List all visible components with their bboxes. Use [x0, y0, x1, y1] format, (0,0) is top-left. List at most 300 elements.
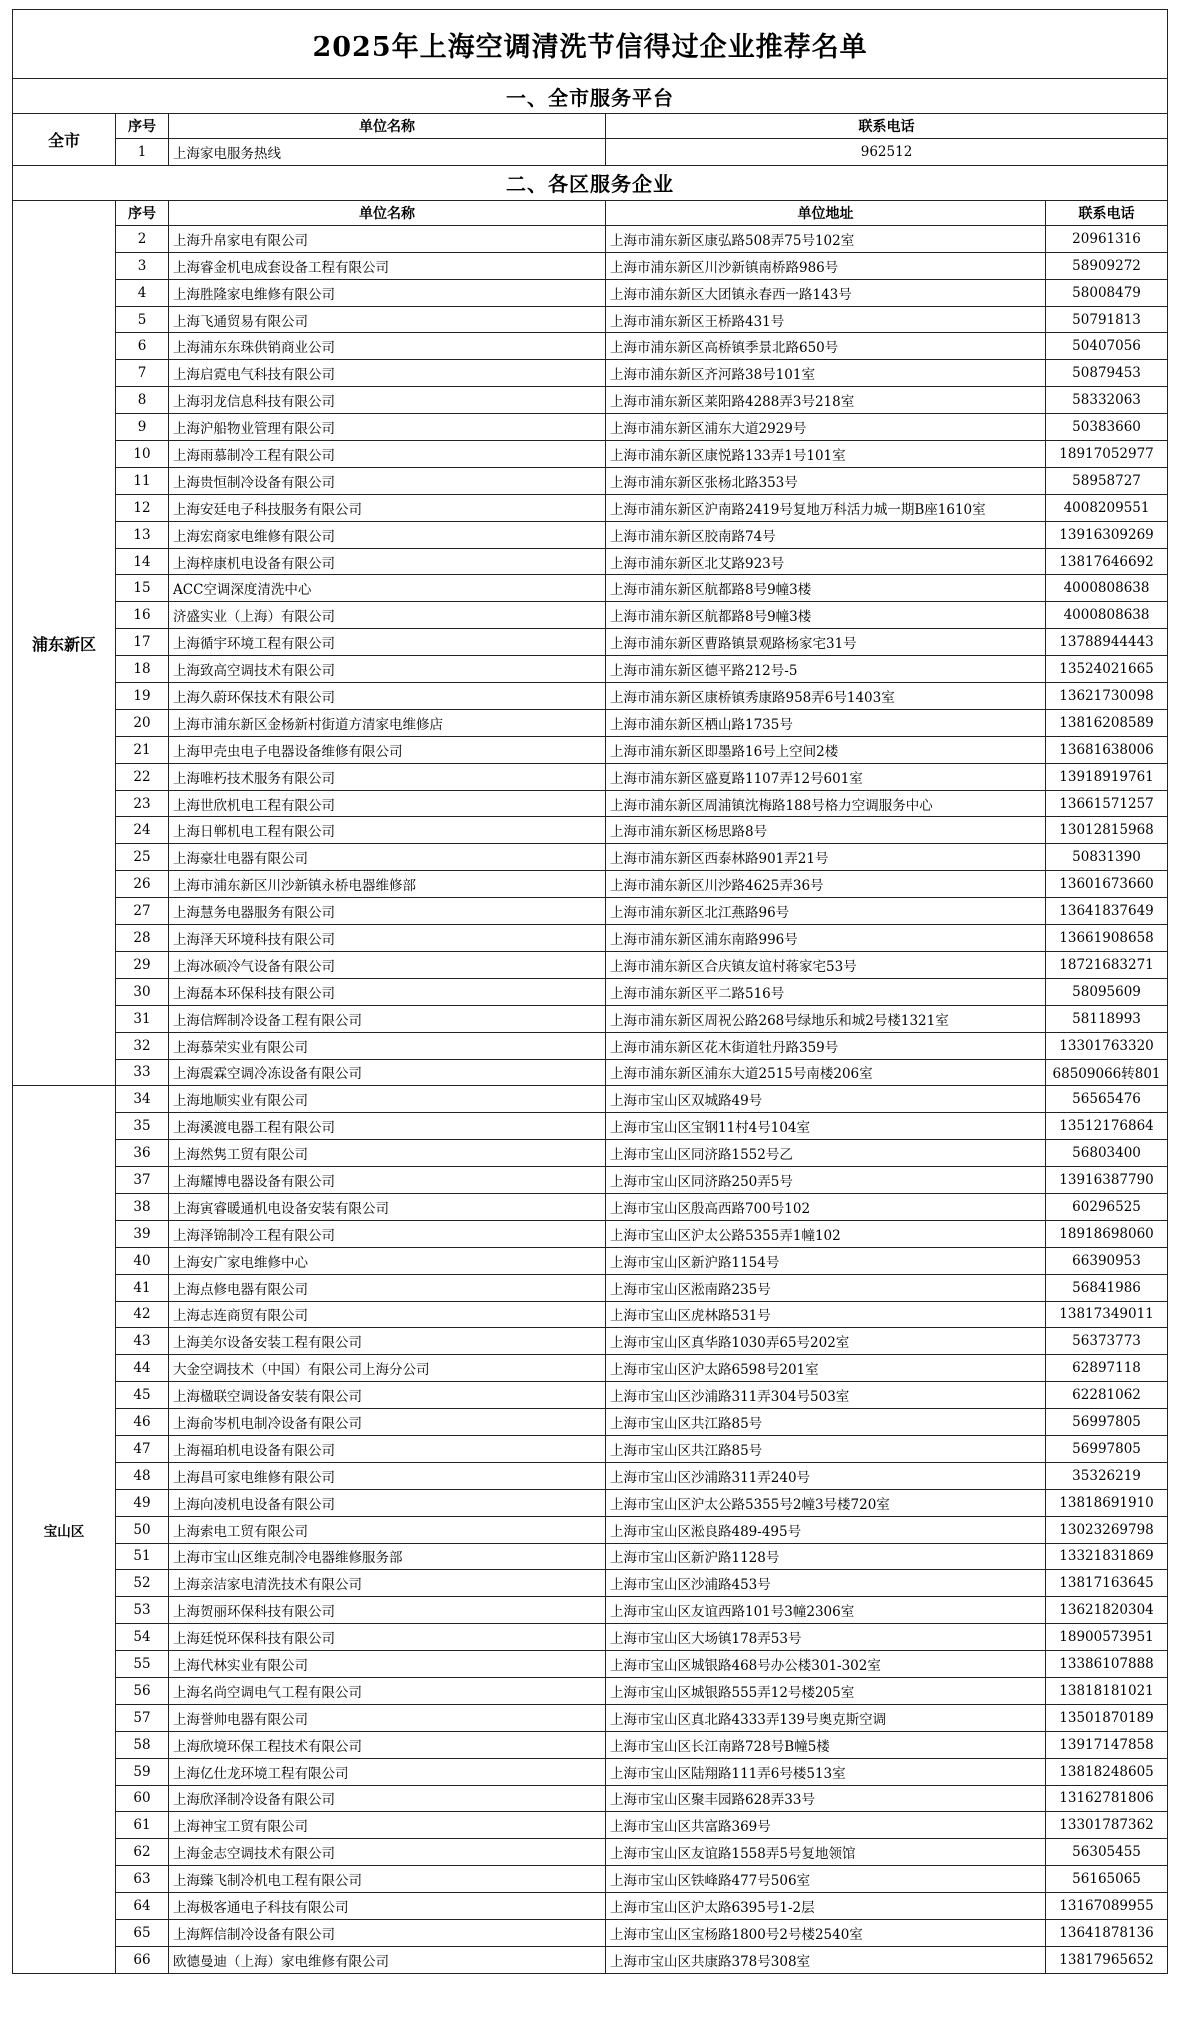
row-address: 上海市宝山区沙浦路311弄304号503室 [606, 1382, 1046, 1409]
row-address: 上海市宝山区新沪路1154号 [606, 1247, 1046, 1274]
row-name: 上海致高空调技术有限公司 [169, 656, 606, 683]
row-name: 上海雨慕制冷工程有限公司 [169, 441, 606, 468]
row-name: 上海臻飞制冷机电工程有限公司 [169, 1866, 606, 1893]
row-seq: 10 [116, 441, 169, 468]
row-phone: 50407056 [1046, 333, 1168, 360]
row-name: 上海日郸机电工程有限公司 [169, 817, 606, 844]
row-name: 上海索电工贸有限公司 [169, 1516, 606, 1543]
row-seq: 38 [116, 1193, 169, 1220]
row-seq: 1 [116, 139, 169, 166]
table-row [13, 1570, 1168, 1597]
row-address: 上海市浦东新区曹路镇景观路杨家宅31号 [606, 629, 1046, 656]
section1-heading-row [13, 79, 1168, 114]
table-row [13, 736, 1168, 763]
row-phone: 13601673660 [1046, 871, 1168, 898]
row-phone: 13621820304 [1046, 1597, 1168, 1624]
row-phone: 13501870189 [1046, 1704, 1168, 1731]
table-row [13, 1301, 1168, 1328]
row-name: 上海安广家电维修中心 [169, 1247, 606, 1274]
row-address: 上海市浦东新区德平路212号-5 [606, 656, 1046, 683]
row-phone: 962512 [606, 139, 1168, 166]
row-phone: 13817163645 [1046, 1570, 1168, 1597]
row-seq: 43 [116, 1328, 169, 1355]
row-address: 上海市宝山区友谊路1558弄5号复地领馆 [606, 1839, 1046, 1866]
row-phone: 13386107888 [1046, 1651, 1168, 1678]
row-name: 上海代林实业有限公司 [169, 1651, 606, 1678]
row-phone: 50791813 [1046, 306, 1168, 333]
table-row [13, 1624, 1168, 1651]
table-row [13, 1758, 1168, 1785]
seq-header: 序号 [116, 200, 169, 225]
row-seq: 50 [116, 1516, 169, 1543]
row-address: 上海市浦东新区浦东大道2515号南楼206室 [606, 1059, 1046, 1086]
row-seq: 28 [116, 925, 169, 952]
row-name: 上海慕荣实业有限公司 [169, 1032, 606, 1059]
row-name: 上海楹联空调设备安装有限公司 [169, 1382, 606, 1409]
section2-header-row [13, 200, 1168, 225]
table-row [13, 1382, 1168, 1409]
row-name: 上海久蔚环保技术有限公司 [169, 683, 606, 710]
row-phone: 13012815968 [1046, 817, 1168, 844]
table-row [13, 1328, 1168, 1355]
row-address: 上海市浦东新区浦东大道2929号 [606, 414, 1046, 441]
row-address: 上海市浦东新区胶南路74号 [606, 521, 1046, 548]
row-seq: 48 [116, 1462, 169, 1489]
row-address: 上海市浦东新区杨思路8号 [606, 817, 1046, 844]
table-row [13, 1220, 1168, 1247]
table-row [13, 1543, 1168, 1570]
row-seq: 21 [116, 736, 169, 763]
row-address: 上海市宝山区真北路4333弄139号奥克斯空调 [606, 1704, 1046, 1731]
row-name: 上海唯朽技术服务有限公司 [169, 763, 606, 790]
row-name: 上海循宇环境工程有限公司 [169, 629, 606, 656]
row-phone: 4000808638 [1046, 602, 1168, 629]
row-phone: 13817646692 [1046, 548, 1168, 575]
table-row [13, 1920, 1168, 1947]
row-address: 上海市宝山区沪太路6598号201室 [606, 1355, 1046, 1382]
row-phone: 60296525 [1046, 1193, 1168, 1220]
seq-header: 序号 [116, 114, 169, 139]
row-name: 上海俞岑机电制冷设备有限公司 [169, 1409, 606, 1436]
row-seq: 31 [116, 1005, 169, 1032]
row-name: 上海豪壮电器有限公司 [169, 844, 606, 871]
row-phone: 58008479 [1046, 279, 1168, 306]
row-phone: 13321831869 [1046, 1543, 1168, 1570]
row-address: 上海市浦东新区即墨路16号上空间2楼 [606, 736, 1046, 763]
row-seq: 64 [116, 1893, 169, 1920]
row-address: 上海市宝山区沪太路6395号1-2层 [606, 1893, 1046, 1920]
table-row [13, 521, 1168, 548]
row-address: 上海市浦东新区齐河路38号101室 [606, 360, 1046, 387]
table-row [13, 1140, 1168, 1167]
table-row [13, 790, 1168, 817]
table-row [13, 602, 1168, 629]
table-row [13, 1113, 1168, 1140]
table-row [13, 1839, 1168, 1866]
table-row [13, 575, 1168, 602]
table-row [13, 1812, 1168, 1839]
table-row [13, 360, 1168, 387]
row-name: 上海福珀机电设备有限公司 [169, 1435, 606, 1462]
document [12, 9, 1167, 1974]
row-name: 欧德曼迪（上海）家电维修有限公司 [169, 1946, 606, 1973]
row-phone: 56841986 [1046, 1274, 1168, 1301]
row-phone: 68509066转801 [1046, 1059, 1168, 1086]
row-seq: 17 [116, 629, 169, 656]
row-seq: 53 [116, 1597, 169, 1624]
row-phone: 20961316 [1046, 225, 1168, 252]
row-address: 上海市宝山区陆翔路111弄6号楼513室 [606, 1758, 1046, 1785]
row-name: 上海信辉制冷设备工程有限公司 [169, 1005, 606, 1032]
row-phone: 56997805 [1046, 1435, 1168, 1462]
row-phone: 35326219 [1046, 1462, 1168, 1489]
row-seq: 2 [116, 225, 169, 252]
row-seq: 23 [116, 790, 169, 817]
row-name: 上海市浦东新区川沙新镇永桥电器维修部 [169, 871, 606, 898]
section1-heading: 一、全市服务平台 [13, 79, 1168, 114]
row-phone: 50831390 [1046, 844, 1168, 871]
row-phone: 13661908658 [1046, 925, 1168, 952]
row-name: 上海亲洁家电清洗技术有限公司 [169, 1570, 606, 1597]
row-seq: 29 [116, 951, 169, 978]
row-seq: 42 [116, 1301, 169, 1328]
row-phone: 13524021665 [1046, 656, 1168, 683]
row-seq: 26 [116, 871, 169, 898]
table-row [13, 1785, 1168, 1812]
table-row [13, 1355, 1168, 1382]
row-address: 上海市宝山区淞南路235号 [606, 1274, 1046, 1301]
phone-header: 联系电话 [1046, 200, 1168, 225]
row-name: 上海向凌机电设备有限公司 [169, 1489, 606, 1516]
row-address: 上海市宝山区铁峰路477号506室 [606, 1866, 1046, 1893]
row-seq: 7 [116, 360, 169, 387]
section1-header-row [13, 114, 1168, 139]
row-name: 上海启霓电气科技有限公司 [169, 360, 606, 387]
row-address: 上海市浦东新区栖山路1735号 [606, 709, 1046, 736]
row-address: 上海市宝山区殷高西路700号102 [606, 1193, 1046, 1220]
table-row [13, 898, 1168, 925]
row-address: 上海市宝山区共江路85号 [606, 1435, 1046, 1462]
row-phone: 13301787362 [1046, 1812, 1168, 1839]
row-name: 上海神宝工贸有限公司 [169, 1812, 606, 1839]
row-address: 上海市浦东新区周浦镇沈梅路188号格力空调服务中心 [606, 790, 1046, 817]
row-address: 上海市宝山区同济路1552号乙 [606, 1140, 1046, 1167]
row-address: 上海市浦东新区康桥镇秀康路958弄6号1403室 [606, 683, 1046, 710]
row-name: 上海羽龙信息科技有限公司 [169, 387, 606, 414]
row-name: 上海誉帅电器有限公司 [169, 1704, 606, 1731]
row-phone: 62281062 [1046, 1382, 1168, 1409]
table-row [13, 333, 1168, 360]
row-phone: 58332063 [1046, 387, 1168, 414]
row-address: 上海市浦东新区川沙新镇南桥路986号 [606, 252, 1046, 279]
row-seq: 62 [116, 1839, 169, 1866]
row-address: 上海市宝山区共江路85号 [606, 1409, 1046, 1436]
row-phone: 13817349011 [1046, 1301, 1168, 1328]
district-label: 宝山区 [13, 1086, 116, 1973]
row-phone: 58909272 [1046, 252, 1168, 279]
section2-heading-row [13, 165, 1168, 200]
row-phone: 56305455 [1046, 1839, 1168, 1866]
row-phone: 13816208589 [1046, 709, 1168, 736]
table-row [13, 1866, 1168, 1893]
table-row [13, 1435, 1168, 1462]
row-phone: 13918919761 [1046, 763, 1168, 790]
title-row [13, 10, 1168, 79]
row-name: 上海泽锦制冷工程有限公司 [169, 1220, 606, 1247]
row-phone: 13641837649 [1046, 898, 1168, 925]
table-row [13, 817, 1168, 844]
table-row [13, 441, 1168, 468]
row-address: 上海市宝山区同济路250弄5号 [606, 1167, 1046, 1194]
row-phone: 13661571257 [1046, 790, 1168, 817]
row-phone: 13162781806 [1046, 1785, 1168, 1812]
row-address: 上海市浦东新区花木街道牡丹路359号 [606, 1032, 1046, 1059]
table-row [13, 1032, 1168, 1059]
row-name: 上海慧务电器服务有限公司 [169, 898, 606, 925]
recommendation-table [12, 9, 1168, 1974]
address-header: 单位地址 [606, 200, 1046, 225]
row-name: 上海名尚空调电气工程有限公司 [169, 1677, 606, 1704]
row-name: 上海家电服务热线 [169, 139, 606, 166]
row-name: 上海宏商家电维修有限公司 [169, 521, 606, 548]
name-header: 单位名称 [169, 114, 606, 139]
row-address: 上海市宝山区新沪路1128号 [606, 1543, 1046, 1570]
row-address: 上海市宝山区聚丰园路628弄33号 [606, 1785, 1046, 1812]
row-name: 上海安廷电子科技服务有限公司 [169, 494, 606, 521]
row-phone: 13818248605 [1046, 1758, 1168, 1785]
row-name: 上海美尔设备安装工程有限公司 [169, 1328, 606, 1355]
table-row [13, 1274, 1168, 1301]
row-name: 济盛实业（上海）有限公司 [169, 602, 606, 629]
table-row [13, 1086, 1168, 1113]
row-name: ACC空调深度清洗中心 [169, 575, 606, 602]
row-seq: 27 [116, 898, 169, 925]
district-label: 浦东新区 [13, 200, 116, 1086]
table-row [13, 1651, 1168, 1678]
table-row [13, 1462, 1168, 1489]
table-row [13, 1516, 1168, 1543]
row-phone: 13621730098 [1046, 683, 1168, 710]
row-name: 上海耀博电器设备有限公司 [169, 1167, 606, 1194]
row-name: 上海欣泽制冷设备有限公司 [169, 1785, 606, 1812]
table-row [13, 494, 1168, 521]
row-name: 上海点修电器有限公司 [169, 1274, 606, 1301]
row-name: 上海廷悦环保科技有限公司 [169, 1624, 606, 1651]
row-seq: 52 [116, 1570, 169, 1597]
row-name: 上海寅睿暖通机电设备安装有限公司 [169, 1193, 606, 1220]
row-phone: 18900573951 [1046, 1624, 1168, 1651]
row-seq: 24 [116, 817, 169, 844]
table-row [13, 225, 1168, 252]
row-seq: 51 [116, 1543, 169, 1570]
row-seq: 65 [116, 1920, 169, 1947]
row-name: 上海昌可家电维修有限公司 [169, 1462, 606, 1489]
row-seq: 44 [116, 1355, 169, 1382]
row-address: 上海市浦东新区平二路516号 [606, 978, 1046, 1005]
row-seq: 12 [116, 494, 169, 521]
row-seq: 8 [116, 387, 169, 414]
row-name: 上海志连商贸有限公司 [169, 1301, 606, 1328]
row-phone: 4008209551 [1046, 494, 1168, 521]
table-row [13, 629, 1168, 656]
row-name: 上海升帛家电有限公司 [169, 225, 606, 252]
phone-header: 联系电话 [606, 114, 1168, 139]
row-name: 上海极客通电子科技有限公司 [169, 1893, 606, 1920]
row-seq: 47 [116, 1435, 169, 1462]
row-address: 上海市浦东新区高桥镇季景北路650号 [606, 333, 1046, 360]
table-row [13, 1893, 1168, 1920]
row-phone: 13917147858 [1046, 1731, 1168, 1758]
table-row [13, 1677, 1168, 1704]
row-name: 大金空调技术（中国）有限公司上海分公司 [169, 1355, 606, 1382]
row-phone: 56997805 [1046, 1409, 1168, 1436]
row-seq: 14 [116, 548, 169, 575]
row-phone: 66390953 [1046, 1247, 1168, 1274]
row-address: 上海市浦东新区航都路8号9幢3楼 [606, 575, 1046, 602]
row-name: 上海贵恒制冷设备有限公司 [169, 467, 606, 494]
table-row [13, 709, 1168, 736]
row-seq: 37 [116, 1167, 169, 1194]
row-address: 上海市浦东新区莱阳路4288弄3号218室 [606, 387, 1046, 414]
row-seq: 22 [116, 763, 169, 790]
row-name: 上海然隽工贸有限公司 [169, 1140, 606, 1167]
row-seq: 61 [116, 1812, 169, 1839]
row-address: 上海市浦东新区盛夏路1107弄12号601室 [606, 763, 1046, 790]
table-row [13, 252, 1168, 279]
row-phone: 50383660 [1046, 414, 1168, 441]
table-row [13, 763, 1168, 790]
row-seq: 32 [116, 1032, 169, 1059]
row-name: 上海甲壳虫电子电器设备维修有限公司 [169, 736, 606, 763]
row-seq: 40 [116, 1247, 169, 1274]
row-address: 上海市浦东新区北艾路923号 [606, 548, 1046, 575]
table-row [13, 1731, 1168, 1758]
table-row [13, 1409, 1168, 1436]
row-seq: 45 [116, 1382, 169, 1409]
row-phone: 13817965652 [1046, 1946, 1168, 1973]
row-name: 上海震霖空调冷冻设备有限公司 [169, 1059, 606, 1086]
table-row [13, 387, 1168, 414]
row-address: 上海市浦东新区西泰林路901弄21号 [606, 844, 1046, 871]
row-address: 上海市浦东新区周祝公路268号绿地乐和城2号楼1321室 [606, 1005, 1046, 1032]
row-seq: 54 [116, 1624, 169, 1651]
table-row [13, 548, 1168, 575]
row-address: 上海市浦东新区沪南路2419号复地万科活力城一期B座1610室 [606, 494, 1046, 521]
row-name: 上海泽天环境科技有限公司 [169, 925, 606, 952]
table-row [13, 844, 1168, 871]
table-row [13, 978, 1168, 1005]
row-seq: 4 [116, 279, 169, 306]
table-row [13, 1059, 1168, 1086]
row-address: 上海市宝山区城银路468号办公楼301-302室 [606, 1651, 1046, 1678]
row-address: 上海市浦东新区康弘路508弄75号102室 [606, 225, 1046, 252]
row-address: 上海市宝山区大场镇178弄53号 [606, 1624, 1046, 1651]
table-row [13, 279, 1168, 306]
row-address: 上海市宝山区淞良路489-495号 [606, 1516, 1046, 1543]
row-seq: 20 [116, 709, 169, 736]
row-name: 上海磊本环保科技有限公司 [169, 978, 606, 1005]
row-phone: 58118993 [1046, 1005, 1168, 1032]
row-phone: 13818691910 [1046, 1489, 1168, 1516]
row-address: 上海市宝山区虎林路531号 [606, 1301, 1046, 1328]
row-phone: 4000808638 [1046, 575, 1168, 602]
name-header: 单位名称 [169, 200, 606, 225]
row-phone: 18918698060 [1046, 1220, 1168, 1247]
row-seq: 60 [116, 1785, 169, 1812]
row-seq: 56 [116, 1677, 169, 1704]
row-seq: 63 [116, 1866, 169, 1893]
row-seq: 36 [116, 1140, 169, 1167]
row-name: 上海市浦东新区金杨新村街道方清家电维修店 [169, 709, 606, 736]
row-name: 上海沪船物业管理有限公司 [169, 414, 606, 441]
row-address: 上海市宝山区城银路555弄12号楼205室 [606, 1677, 1046, 1704]
table-row [13, 139, 1168, 166]
row-name: 上海辉信制冷设备有限公司 [169, 1920, 606, 1947]
row-address: 上海市宝山区双城路49号 [606, 1086, 1046, 1113]
row-seq: 33 [116, 1059, 169, 1086]
row-address: 上海市宝山区宝杨路1800号2号楼2540室 [606, 1920, 1046, 1947]
table-row [13, 467, 1168, 494]
row-name: 上海胜隆家电维修有限公司 [169, 279, 606, 306]
row-address: 上海市浦东新区张杨北路353号 [606, 467, 1046, 494]
row-address: 上海市宝山区沙浦路453号 [606, 1570, 1046, 1597]
row-name: 上海溪渡电器工程有限公司 [169, 1113, 606, 1140]
row-seq: 57 [116, 1704, 169, 1731]
table-row [13, 683, 1168, 710]
row-seq: 18 [116, 656, 169, 683]
row-seq: 3 [116, 252, 169, 279]
row-address: 上海市宝山区沪太公路5355号2幢3号楼720室 [606, 1489, 1046, 1516]
row-phone: 13788944443 [1046, 629, 1168, 656]
row-seq: 46 [116, 1409, 169, 1436]
row-seq: 58 [116, 1731, 169, 1758]
row-seq: 6 [116, 333, 169, 360]
row-seq: 16 [116, 602, 169, 629]
row-phone: 56165065 [1046, 1866, 1168, 1893]
row-seq: 19 [116, 683, 169, 710]
row-phone: 13167089955 [1046, 1893, 1168, 1920]
row-phone: 13023269798 [1046, 1516, 1168, 1543]
row-name: 上海梓康机电设备有限公司 [169, 548, 606, 575]
row-name: 上海世欣机电工程有限公司 [169, 790, 606, 817]
row-phone: 56803400 [1046, 1140, 1168, 1167]
row-address: 上海市宝山区沙浦路311弄240号 [606, 1462, 1046, 1489]
row-name: 上海贺丽环保科技有限公司 [169, 1597, 606, 1624]
row-address: 上海市浦东新区合庆镇友谊村蒋家宅53号 [606, 951, 1046, 978]
row-address: 上海市宝山区友谊西路101号3幢2306室 [606, 1597, 1046, 1624]
row-seq: 35 [116, 1113, 169, 1140]
row-phone: 56565476 [1046, 1086, 1168, 1113]
row-phone: 13681638006 [1046, 736, 1168, 763]
row-seq: 41 [116, 1274, 169, 1301]
row-name: 上海地顺实业有限公司 [169, 1086, 606, 1113]
row-name: 上海飞通贸易有限公司 [169, 306, 606, 333]
row-address: 上海市浦东新区康悦路133弄1号101室 [606, 441, 1046, 468]
row-seq: 55 [116, 1651, 169, 1678]
row-seq: 13 [116, 521, 169, 548]
table-row [13, 414, 1168, 441]
row-address: 上海市宝山区沪太公路5355弄1幢102 [606, 1220, 1046, 1247]
table-row [13, 1704, 1168, 1731]
document-title: 2025年上海空调清洗节信得过企业推荐名单 [13, 10, 1168, 79]
row-name: 上海市宝山区维克制冷电器维修服务部 [169, 1543, 606, 1570]
row-seq: 25 [116, 844, 169, 871]
row-seq: 11 [116, 467, 169, 494]
section2-heading: 二、各区服务企业 [13, 165, 1168, 200]
table-row [13, 871, 1168, 898]
row-phone: 56373773 [1046, 1328, 1168, 1355]
row-address: 上海市浦东新区浦东南路996号 [606, 925, 1046, 952]
